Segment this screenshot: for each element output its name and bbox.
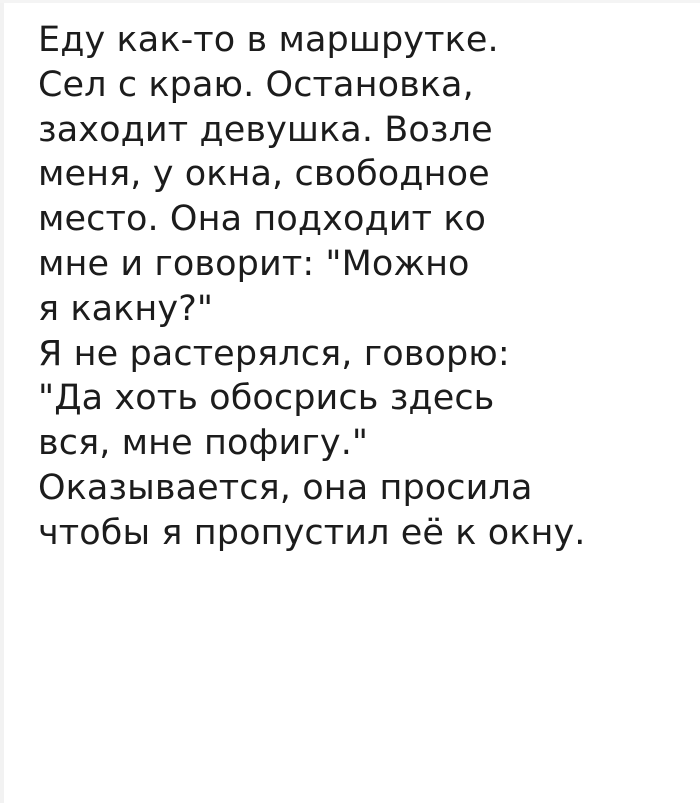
text-line: Сел с краю. Остановка, — [38, 64, 474, 105]
top-edge-strip — [0, 0, 700, 3]
text-line: Оказывается, она просила — [38, 467, 533, 508]
text-line: я какну?" — [38, 288, 214, 329]
paragraph-3 — [38, 466, 678, 556]
text-line: "Да хоть обосрись здесь — [38, 378, 495, 419]
joke-text-block — [38, 18, 678, 556]
text-line: Я не растерялся, говорю: — [38, 333, 510, 374]
paragraph-2 — [38, 332, 678, 466]
text-line: меня, у окна, свободное — [38, 154, 490, 195]
text-line: мне и говорит: "Можно — [38, 243, 470, 284]
text-line: Еду как-то в маршрутке. — [38, 20, 499, 60]
paragraph-1 — [38, 18, 678, 332]
text-line: чтобы я пропустил её к окну. — [38, 512, 586, 553]
text-line: заходит девушка. Возле — [38, 109, 493, 150]
text-line: вся, мне пофигу." — [38, 423, 369, 464]
left-edge-strip — [0, 0, 4, 803]
text-line: место. Она подходит ко — [38, 199, 487, 240]
